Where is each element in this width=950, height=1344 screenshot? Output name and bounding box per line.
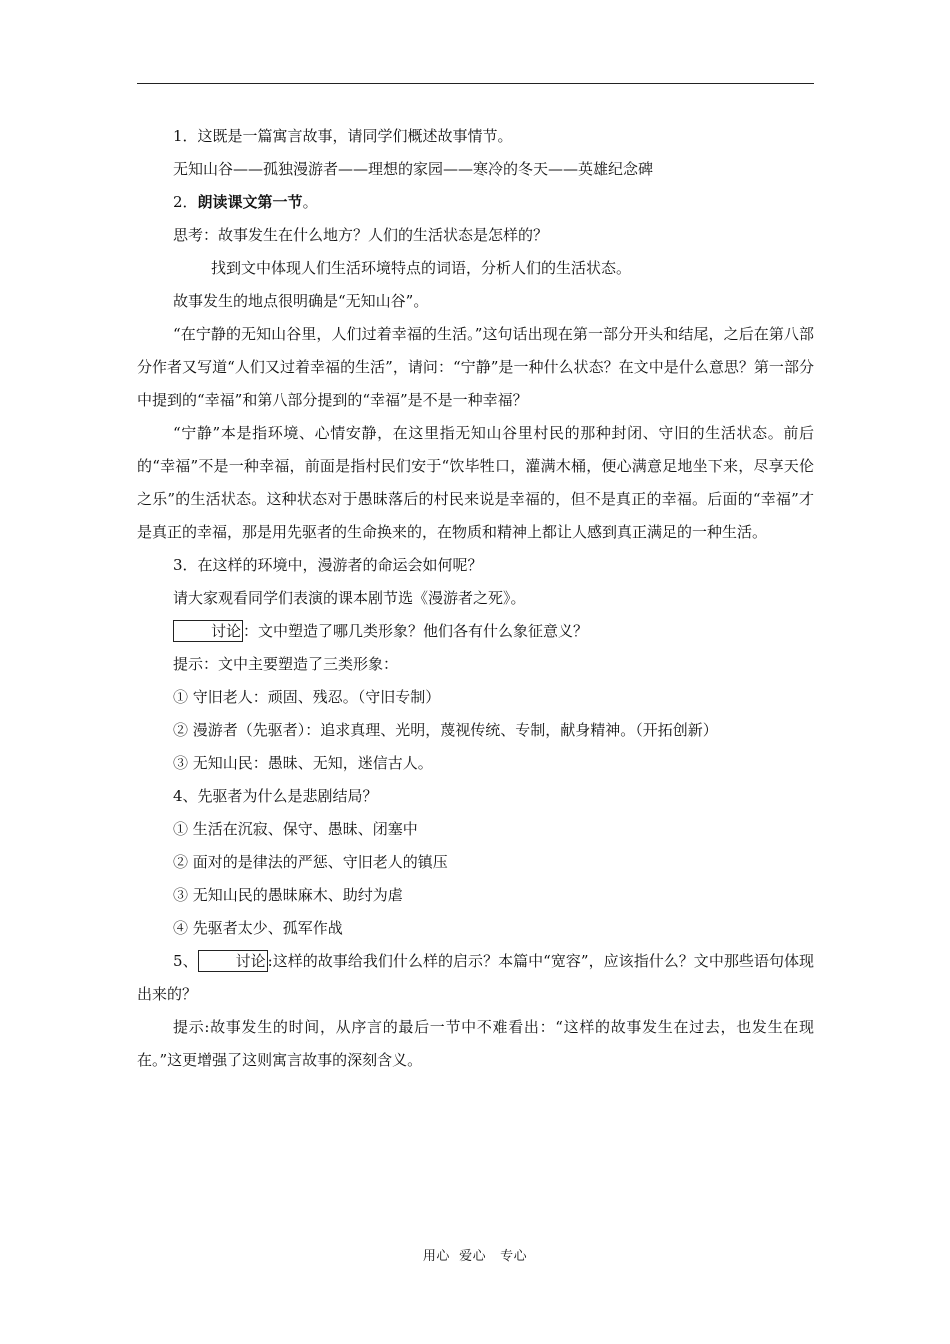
paragraph-q1: 1．这既是一篇寓言故事，请同学们概述故事情节。 (173, 127, 513, 145)
list-item: ④ 先驱者太少、孤军作战 (173, 919, 343, 937)
plot-summary: 无知山谷——孤独漫游者——理想的家园——寒冷的冬天——英雄纪念碑 (173, 160, 654, 178)
paragraph-q3: 3．在这样的环境中，漫游者的命运会如何呢？ (173, 556, 483, 574)
list-item: ② 漫游者（先驱者）：追求真理、光明，蔑视传统、专制，献身精神。（开拓创新） (173, 721, 718, 739)
paragraph-hint-final: 提示:故事发生的时间，从序言的最后一节中不难看出：“这样的故事发生在过去，也发生在现在。”这更增强了这则寓言故事的深刻含义。 (137, 1018, 814, 1069)
discussion-box: 讨论 (198, 950, 268, 972)
list-item: ③ 无知山民的愚昧麻木、助纣为虐 (173, 886, 403, 904)
discussion-text: ：文中塑造了哪几类形象？他们各有什么象征意义？ (243, 622, 589, 640)
list-item: ① 守旧老人：顽固、残忍。（守旧专制） (173, 688, 441, 706)
location-line: 故事发生的地点很明确是“无知山谷”。 (173, 292, 429, 310)
paragraph-quiet-question: “在宁静的无知山谷里，人们过着幸福的生活。”这句话出现在第一部分开头和结尾，之后在第八部分作者又写道“人们又过着幸福的生活”，请问：“宁静”是一种什么状态？在文中是什么意思？第一部分中提到的“幸福”和第八部分提到的“幸福”是不是一种幸福？ (137, 325, 814, 409)
paragraph-q2 (137, 186, 814, 219)
paragraph-quiet-answer: “宁静”本是指环境、心情安静，在这里指无知山谷里村民的那种封闭、守旧的生活状态。前后的“幸福”不是一种幸福，前面是指村民们安于“饮毕牲口，灌满木桶，便心满意足地坐下来，尽享天伦之乐”的生活状态。这种状态对于愚昧落后的村民来说是幸福的，但不是真正的幸福。后面的“幸福”才是真正的幸福，那是用先驱者的生命换来的，在物质和精神上都让人感到真正满足的一种生活。 (137, 424, 814, 541)
discussion-box: 讨论 (173, 620, 243, 642)
think-question: 思考：故事发生在什么地方？人们的生活状态是怎样的？ (173, 226, 549, 244)
q5-number: 5、 (173, 952, 198, 970)
play-line: 请大家观看同学们表演的课本剧节选《漫游者之死》。 (173, 589, 526, 607)
header-rule (137, 83, 814, 84)
task-line: 找到文中体现人们生活环境特点的词语，分析人们的生活状态。 (211, 259, 632, 277)
paragraph-q5 (137, 945, 814, 1011)
q2-number: 2． (173, 193, 198, 211)
q5-text: :这样的故事给我们什么样的启示？本篇中“宽容”，应该指什么？文中那些语句体现出来的？ (137, 952, 814, 1003)
q2-title: 朗读课文第一节 (197, 193, 303, 211)
page-footer: 用心 爱心 专心 (422, 1249, 528, 1264)
discussion-line (137, 615, 814, 648)
paragraph-q4: 4、先驱者为什么是悲剧结局？ (173, 787, 378, 805)
list-item: ② 面对的是律法的严惩、守旧老人的镇压 (173, 853, 448, 871)
list-item: ① 生活在沉寂、保守、愚昧、闭塞中 (173, 820, 418, 838)
list-item: ③ 无知山民：愚昧、无知，迷信古人。 (173, 754, 433, 772)
hint-line: 提示：文中主要塑造了三类形象： (173, 655, 399, 673)
q2-end: 。 (302, 193, 318, 211)
document-body (137, 120, 814, 1077)
